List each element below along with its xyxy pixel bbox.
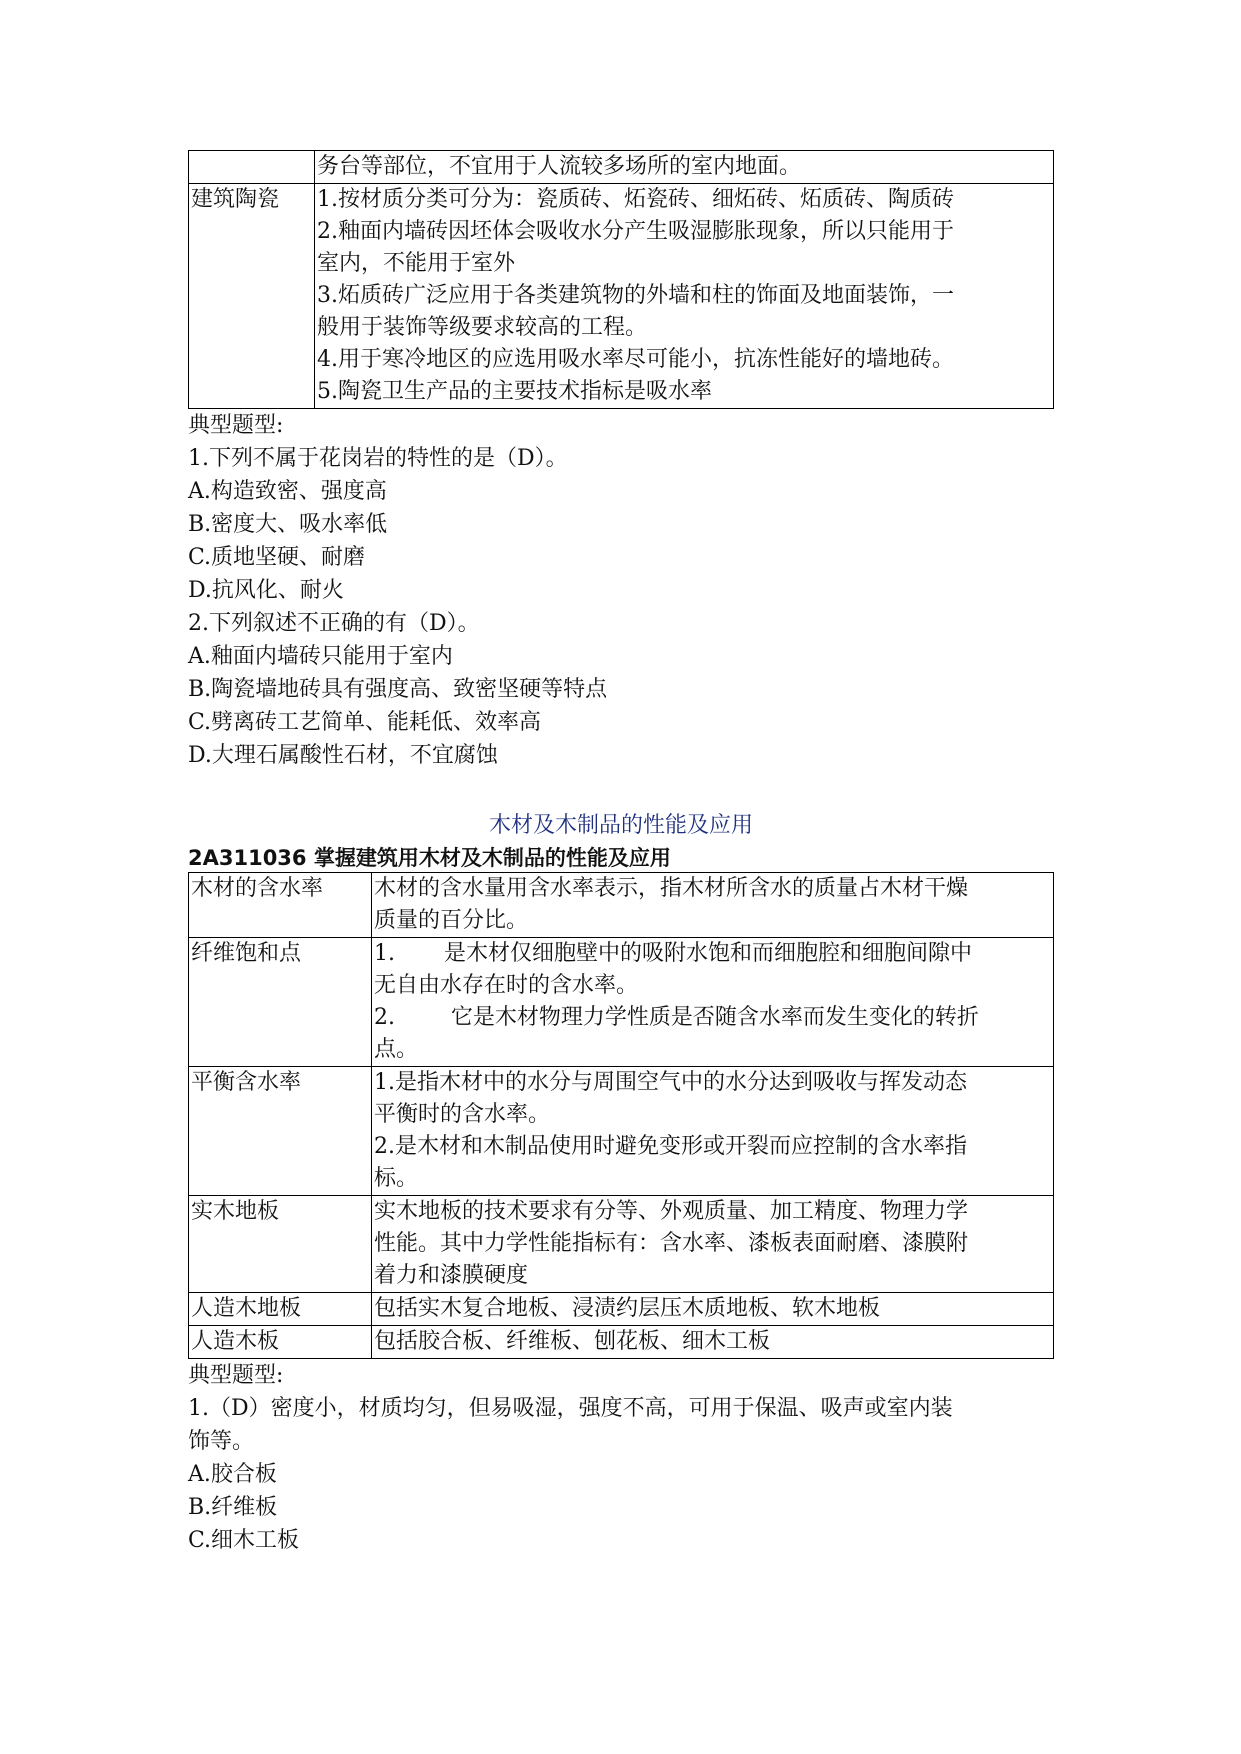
- row-label: 纤维饱和点: [189, 938, 372, 1067]
- table-row: [189, 938, 1054, 1067]
- question-line: 1.（D）密度小，材质均匀，但易吸湿，强度不高，可用于保温、吸声或室内装: [188, 1396, 953, 1421]
- cell-line: 包括胶合板、纤维板、刨花板、细木工板: [374, 1329, 771, 1354]
- row-content: [372, 1067, 1054, 1196]
- cell-line: 标。: [374, 1166, 419, 1191]
- section-heading: 2A311036 掌握建筑用木材及木制品的性能及应用: [188, 846, 671, 870]
- table-row: [189, 1293, 1054, 1326]
- typical-questions-block: [188, 409, 1054, 772]
- questions-heading: 典型题型:: [188, 1363, 284, 1388]
- option-line: A.构造致密、强度高: [188, 479, 387, 504]
- cell-line: 质量的百分比。: [374, 908, 529, 933]
- cell-line: 包括实木复合地板、浸渍约层压木质地板、软木地板: [374, 1296, 881, 1321]
- option-line: B.纤维板: [188, 1495, 278, 1520]
- question-line: 2.下列叙述不正确的有（D）。: [188, 611, 480, 636]
- cell-line: 4.用于寒冷地区的应选用吸水率尽可能小，抗冻性能好的墙地砖。: [317, 347, 954, 372]
- row-label: 木材的含水率: [189, 873, 372, 938]
- cell-line: 务台等部位，不宜用于人流较多场所的室内地面。: [317, 154, 802, 179]
- cell-line: 1.按材质分类可分为：瓷质砖、炻瓷砖、细炻砖、炻质砖、陶质砖: [317, 187, 954, 212]
- row-label: 建筑陶瓷: [189, 184, 315, 409]
- cell-line: 5.陶瓷卫生产品的主要技术指标是吸水率: [317, 379, 712, 404]
- cell-line: 2.是木材和木制品使用时避免变形或开裂而应控制的含水率指: [374, 1134, 967, 1159]
- table-row: [189, 184, 1054, 409]
- cell-line: 般用于装饰等级要求较高的工程。: [317, 315, 648, 340]
- cell-line: 实木地板的技术要求有分等、外观质量、加工精度、物理力学: [374, 1199, 969, 1224]
- row-label: 实木地板: [189, 1196, 372, 1293]
- cell-line: 1.是指木材中的水分与周围空气中的水分达到吸收与挥发动态: [374, 1070, 967, 1095]
- option-line: D.大理石属酸性石材，不宜腐蚀: [188, 743, 498, 768]
- row-content: [372, 938, 1054, 1067]
- cell-line: 无自由水存在时的含水率。: [374, 973, 639, 998]
- table-row: [189, 873, 1054, 938]
- question-line: 1.下列不属于花岗岩的特性的是（D）。: [188, 446, 568, 471]
- cell-line: 性能。其中力学性能指标有：含水率、漆板表面耐磨、漆膜附: [374, 1231, 969, 1256]
- cell-line: 室内，不能用于室外: [317, 251, 516, 276]
- table-row: [189, 1196, 1054, 1293]
- row-content: [372, 1196, 1054, 1293]
- materials-table-wood: [188, 872, 1054, 1359]
- question-line: 饰等。: [188, 1429, 255, 1454]
- cell-line: 2. 它是木材物理力学性质是否随含水率而发生变化的转折: [374, 1005, 979, 1030]
- row-content: [315, 184, 1054, 409]
- row-label: 人造木板: [189, 1326, 372, 1359]
- cell-line: 1. 是木材仅细胞壁中的吸附水饱和而细胞腔和细胞间隙中: [374, 941, 972, 966]
- option-line: B.密度大、吸水率低: [188, 512, 388, 537]
- section-title: 木材及木制品的性能及应用: [488, 813, 753, 838]
- row-label: 平衡含水率: [189, 1067, 372, 1196]
- option-line: C.质地坚硬、耐磨: [188, 545, 366, 570]
- row-content: [372, 1293, 1054, 1326]
- cell-line: 着力和漆膜硬度: [374, 1263, 529, 1288]
- document-page: [188, 150, 1054, 1557]
- typical-questions-block: [188, 1359, 1054, 1557]
- questions-heading: 典型题型:: [188, 413, 284, 438]
- option-line: A.胶合板: [188, 1462, 277, 1487]
- materials-table-ceramics: [188, 150, 1054, 409]
- row-label: [189, 151, 315, 184]
- table-row: [189, 1326, 1054, 1359]
- option-line: C.细木工板: [188, 1528, 300, 1553]
- cell-line: 2.釉面内墙砖因坯体会吸收水分产生吸湿膨胀现象，所以只能用于: [317, 219, 954, 244]
- cell-line: 3.炻质砖广泛应用于各类建筑物的外墙和柱的饰面及地面装饰，一: [317, 283, 954, 308]
- cell-line: 点。: [374, 1037, 419, 1062]
- row-content: [372, 873, 1054, 938]
- cell-line: 木材的含水量用含水率表示，指木材所含水的质量占木材干燥: [374, 876, 969, 901]
- cell-line: 平衡时的含水率。: [374, 1102, 551, 1127]
- option-line: B.陶瓷墙地砖具有强度高、致密坚硬等特点: [188, 677, 608, 702]
- row-content: [372, 1326, 1054, 1359]
- option-line: A.釉面内墙砖只能用于室内: [188, 644, 453, 669]
- option-line: D.抗风化、耐火: [188, 578, 344, 603]
- row-content: [315, 151, 1054, 184]
- row-label: 人造木地板: [189, 1293, 372, 1326]
- table-row: [189, 1067, 1054, 1196]
- option-line: C.劈离砖工艺简单、能耗低、效率高: [188, 710, 542, 735]
- table-row: [189, 151, 1054, 184]
